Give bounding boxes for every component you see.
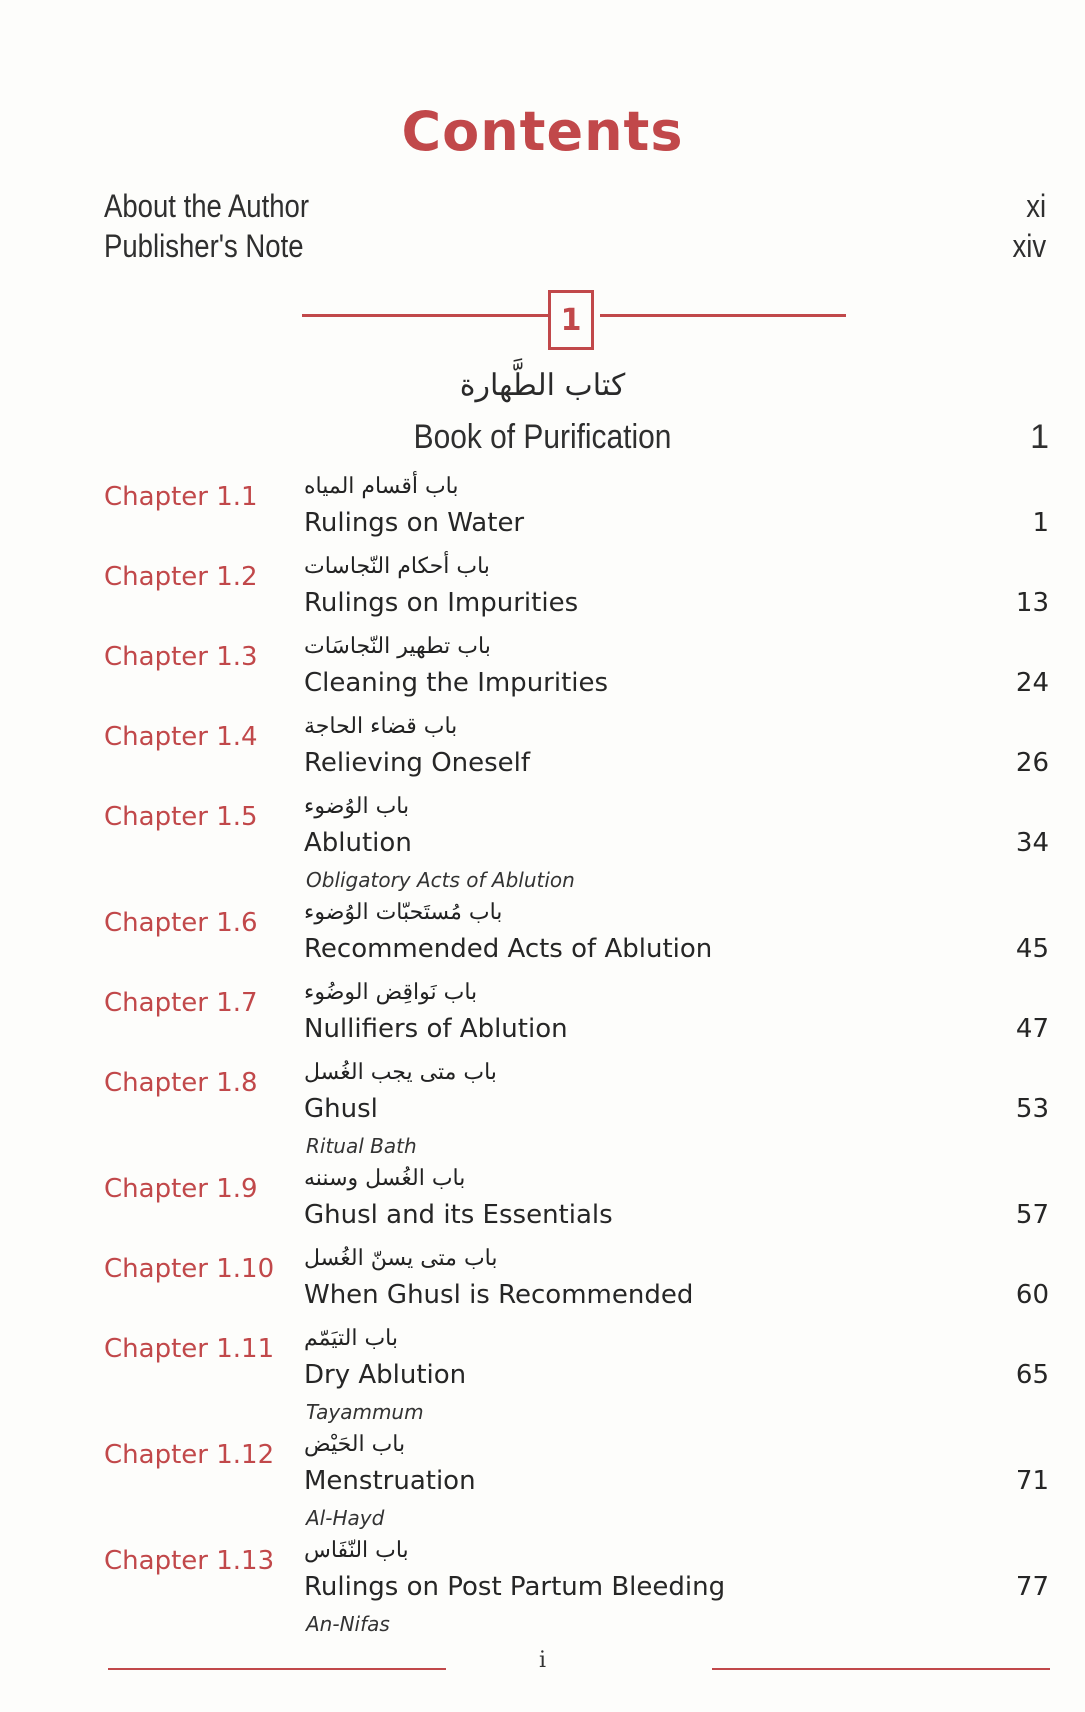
chapter-number: Chapter 1.1: [104, 482, 258, 512]
chapter-page-number: 24: [1015, 668, 1049, 698]
chapter-page-number: 53: [1015, 1094, 1049, 1124]
chapter-arabic-title: باب النّفَاس: [304, 1538, 409, 1563]
footer-page-number: i: [538, 1648, 547, 1673]
chapter-title: Nullifiers of Ablution: [304, 1014, 568, 1044]
chapter-number: Chapter 1.7: [104, 988, 258, 1018]
chapter-title: Ablution: [304, 828, 412, 858]
chapter-subtitle: Tayammum: [306, 1400, 424, 1424]
chapter-title: When Ghusl is Recommended: [304, 1280, 694, 1310]
chapter-arabic-title: باب نَواقِض الوضُوء: [304, 980, 478, 1005]
chapter-title: Dry Ablution: [304, 1360, 467, 1390]
book-page-number: 1: [1030, 418, 1049, 456]
chapter-number: Chapter 1.9: [104, 1174, 258, 1204]
chapter-number: Chapter 1.12: [104, 1440, 275, 1470]
book-title[interactable]: Book of Purification: [413, 418, 672, 456]
chapter-arabic-title: باب الوُضوء: [304, 794, 410, 819]
chapter-title: Cleaning the Impurities: [304, 668, 609, 698]
chapter-title: Relieving Oneself: [304, 748, 531, 778]
chapter-page-number: 45: [1015, 934, 1049, 964]
chapter-number: Chapter 1.3: [104, 642, 258, 672]
front-matter-label: Publisher's Note: [104, 228, 304, 264]
chapter-page-number: 71: [1015, 1466, 1049, 1496]
chapter-arabic-title: باب الحَيْض: [304, 1432, 406, 1457]
chapter-page-number: 26: [1015, 748, 1049, 778]
chapter-page-number: 13: [1015, 588, 1049, 618]
chapter-number: Chapter 1.10: [104, 1254, 275, 1284]
book-arabic-title: كتاب الطَّهارة: [459, 368, 626, 403]
chapter-arabic-title: باب مُستَحبّات الوُضوء: [304, 900, 503, 925]
chapter-arabic-title: باب متى يسنّ الغُسل: [304, 1246, 498, 1271]
chapter-number: Chapter 1.4: [104, 722, 258, 752]
chapter-arabic-title: باب تطهير النّجاسَات: [304, 634, 491, 659]
chapter-title: Rulings on Post Partum Bleeding: [304, 1572, 726, 1602]
chapter-arabic-title: باب الغُسل وسننه: [304, 1166, 466, 1191]
chapter-page-number: 65: [1015, 1360, 1049, 1390]
chapter-arabic-title: باب متى يجب الغُسل: [304, 1060, 497, 1085]
chapter-number: Chapter 1.5: [104, 802, 258, 832]
front-matter-page: xiv: [1012, 228, 1046, 264]
chapter-page-number: 60: [1015, 1280, 1049, 1310]
chapter-title: Rulings on Impurities: [304, 588, 579, 618]
chapter-title: Recommended Acts of Ablution: [304, 934, 713, 964]
front-matter-label: About the Author: [104, 188, 310, 224]
book-divider-right: [600, 314, 846, 317]
chapter-number: Chapter 1.6: [104, 908, 258, 938]
chapter-page-number: 34: [1015, 828, 1049, 858]
chapter-arabic-title: باب أقسام المياه: [304, 474, 459, 499]
chapter-title: Ghusl: [304, 1094, 378, 1124]
chapter-page-number: 1: [1032, 508, 1049, 538]
chapter-page-number: 57: [1015, 1200, 1049, 1230]
chapter-number: Chapter 1.8: [104, 1068, 258, 1098]
book-divider-left: [302, 314, 548, 317]
chapter-number: Chapter 1.11: [104, 1334, 275, 1364]
chapter-page-number: 77: [1015, 1572, 1049, 1602]
book-number-box: 1: [548, 290, 594, 350]
chapter-arabic-title: باب قضاء الحاجة: [304, 714, 458, 739]
page-title: Contents: [401, 100, 684, 163]
chapter-subtitle: An-Nifas: [306, 1612, 390, 1636]
chapter-title: Rulings on Water: [304, 508, 525, 538]
chapter-subtitle: Obligatory Acts of Ablution: [306, 868, 575, 892]
chapter-number: Chapter 1.2: [104, 562, 258, 592]
chapter-subtitle: Al-Hayd: [306, 1506, 385, 1530]
chapter-arabic-title: باب أحكام النّجاسات: [304, 554, 490, 579]
front-matter-page: xi: [1026, 188, 1046, 224]
chapter-arabic-title: باب التيَمّم: [304, 1326, 398, 1351]
chapter-subtitle: Ritual Bath: [306, 1134, 417, 1158]
chapter-title: Ghusl and its Essentials: [304, 1200, 613, 1230]
chapter-page-number: 47: [1015, 1014, 1049, 1044]
chapter-title: Menstruation: [304, 1466, 476, 1496]
chapter-number: Chapter 1.13: [104, 1546, 275, 1576]
